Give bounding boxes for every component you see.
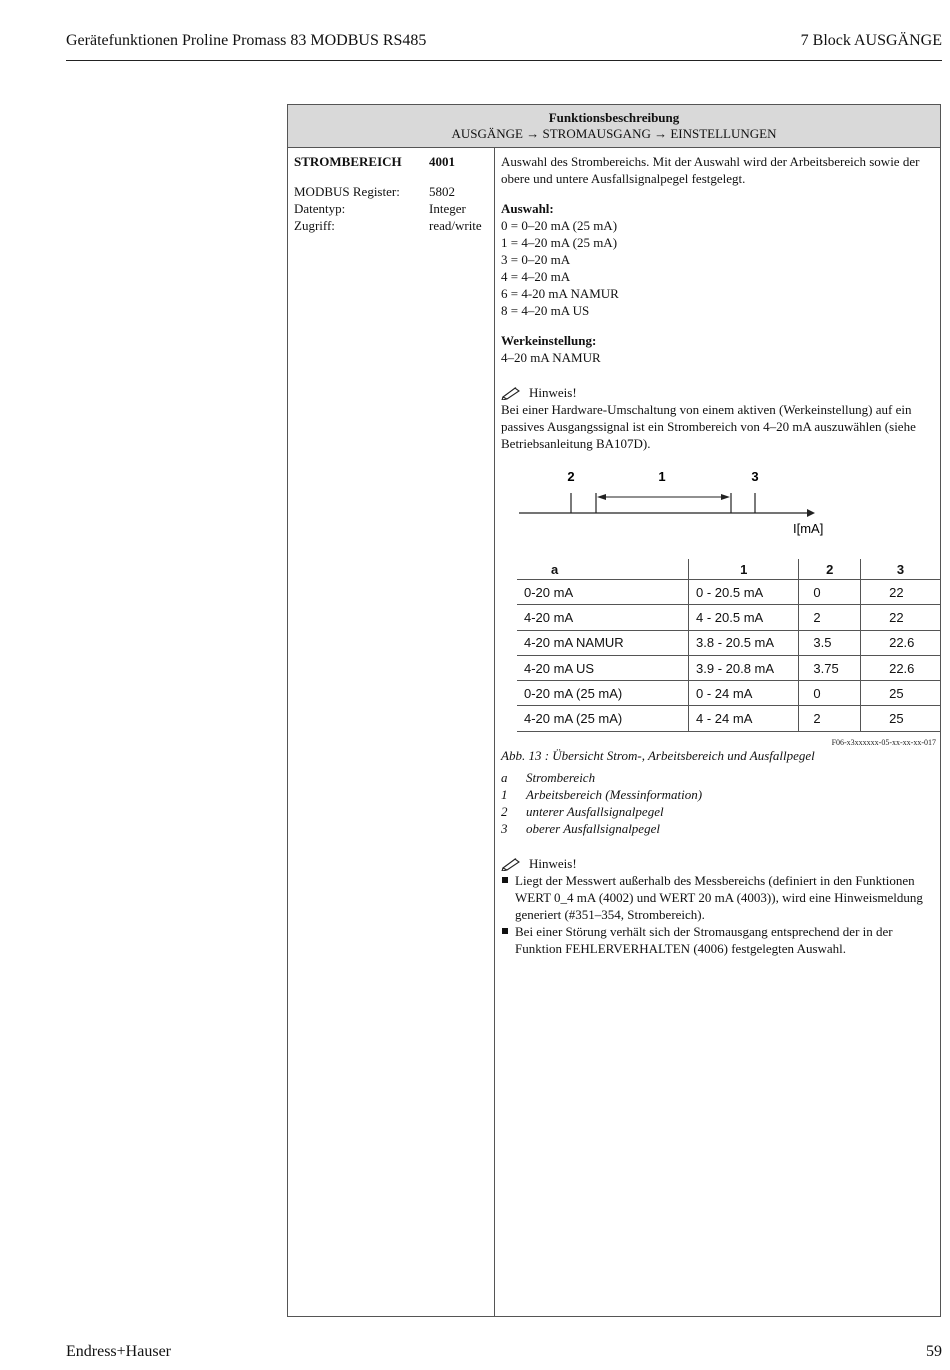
figure-legend [501, 769, 702, 837]
header-rule [66, 60, 942, 61]
arrowhead-left [597, 494, 606, 500]
mark-1-label: 1 [658, 469, 666, 484]
footer-brand: Endress+Hauser [66, 1343, 171, 1360]
current-range-diagram [517, 463, 847, 543]
table-cell: 0 - 24 mA [689, 681, 799, 706]
table-cell: 2 [799, 706, 861, 731]
page-number: 59 [926, 1343, 942, 1360]
table-cell: 3.9 - 20.8 mA [689, 655, 799, 680]
table-cell: 4 - 24 mA [689, 706, 799, 731]
prop-label: Datentyp: [294, 201, 346, 216]
arrowhead-right [721, 494, 730, 500]
table-cell: 22 [861, 580, 940, 605]
note-text: Bei einer Hardware-Umschaltung von einem aktiven (Werkeinstellung) auf ein passives Ausgangssignal ist ein Strombereich von 4–20 mA auszuwählen (siehe Betriebsanleitung BA107D). [501, 402, 916, 451]
legend-text: oberer Ausfallsignalpegel [526, 821, 660, 836]
mark-2-label: 2 [567, 469, 575, 484]
table-cell: 22.6 [861, 630, 940, 655]
function-code: 4001 [429, 154, 455, 169]
selection-label: Auswahl: [501, 201, 554, 216]
axis-arrowhead [807, 509, 815, 517]
table-cell: 3.5 [799, 630, 861, 655]
figure-caption: Abb. 13 : Übersicht Strom-, Arbeitsbereich und Ausfallpegel [501, 748, 815, 763]
prop-value: read/write [429, 218, 482, 233]
table-header: 1 [689, 559, 799, 580]
table-cell: 0-20 mA [517, 580, 689, 605]
prop-value: 5802 [429, 184, 455, 199]
table-cell: 4-20 mA (25 mA) [517, 706, 689, 731]
pencil-icon [501, 857, 521, 871]
note-list-item: Bei einer Störung verhält sich der Stromausgang entsprechend der in der Funktion FEHLERVERHALTEN (4006) festgelegten Auswahl. [501, 923, 937, 957]
legend-key: a [501, 770, 508, 785]
table-cell: 4-20 mA US [517, 655, 689, 680]
mark-3-label: 3 [751, 469, 759, 484]
table-cell: 2 [799, 605, 861, 630]
table-row [517, 655, 940, 680]
table-cell: 4 - 20.5 mA [689, 605, 799, 630]
note-label: Hinweis! [529, 856, 577, 871]
prop-label: MODBUS Register: [294, 184, 400, 199]
table-cell: 22.6 [861, 655, 940, 680]
table-row [517, 580, 940, 605]
table-cell: 3.75 [799, 655, 861, 680]
table-cell: 3.8 - 20.5 mA [689, 630, 799, 655]
table-cell: 0 - 20.5 mA [689, 580, 799, 605]
table-header: 2 [799, 559, 861, 580]
factory-setting-value: 4–20 mA NAMUR [501, 350, 601, 365]
legend-item [501, 803, 702, 820]
note-list-item: Liegt der Messwert außerhalb des Messbereichs (definiert in den Funktionen WERT 0_4 mA (4002) und WERT 20 mA (4003)), wird eine Hinweismeldung generiert (#351–354, Strombereich). [501, 872, 937, 923]
description-column [501, 153, 937, 452]
table-cell: 0-20 mA (25 mA) [517, 681, 689, 706]
figure-code: F06-x3xxxxxx-05-xx-xx-xx-017 [831, 738, 936, 747]
table-cell: 4-20 mA NAMUR [517, 630, 689, 655]
table-row [517, 630, 940, 655]
function-name: STROMBEREICH [294, 154, 402, 169]
table-cell: 4-20 mA [517, 605, 689, 630]
note-heading [501, 384, 937, 401]
factory-setting-label: Werkeinstellung: [501, 333, 597, 348]
option-item: 4 = 4–20 mA [501, 269, 571, 284]
option-item: 6 = 4-20 mA NAMUR [501, 286, 619, 301]
intro-text: Auswahl des Strombereichs. Mit der Auswahl wird der Arbeitsbereich sowie der obere und untere Ausfallsignalpegel festgelegt. [501, 154, 920, 186]
prop-value: Integer [429, 201, 466, 216]
table-cell: 25 [861, 681, 940, 706]
legend-text: Strombereich [526, 770, 596, 785]
option-item: 3 = 0–20 mA [501, 252, 571, 267]
note-block [501, 855, 937, 957]
table-row [517, 706, 940, 731]
axis-label: I[mA] [793, 521, 824, 536]
legend-key: 3 [501, 821, 508, 836]
pencil-icon [501, 386, 521, 400]
legend-item [501, 769, 702, 786]
legend-key: 2 [501, 804, 508, 819]
table-row [517, 605, 940, 630]
box-title: Funktionsbeschreibung [548, 110, 680, 125]
option-item: 8 = 4–20 mA US [501, 303, 590, 318]
table-cell: 25 [861, 706, 940, 731]
option-item: 1 = 4–20 mA (25 mA) [501, 235, 618, 250]
note-label: Hinweis! [529, 385, 577, 400]
table-cell: 0 [799, 681, 861, 706]
legend-item [501, 786, 702, 803]
table-header-row [517, 559, 940, 580]
table-row [517, 681, 940, 706]
function-description-box [287, 104, 941, 1317]
table-cell: 22 [861, 605, 940, 630]
current-range-table [517, 559, 940, 732]
running-header-title: Gerätefunktionen Proline Promass 83 MODBUS RS485 [66, 32, 427, 49]
running-header-section: 7 Block AUSGÄNGE [800, 32, 942, 49]
note-heading [501, 855, 937, 872]
legend-text: Arbeitsbereich (Messinformation) [526, 787, 703, 802]
legend-item [501, 820, 702, 837]
option-item: 0 = 0–20 mA (25 mA) [501, 218, 618, 233]
table-header: a [517, 559, 689, 580]
legend-key: 1 [501, 787, 508, 802]
legend-text: unterer Ausfallsignalpegel [526, 804, 664, 819]
note-list [501, 872, 937, 957]
table-header: 3 [861, 559, 940, 580]
column-separator [494, 148, 495, 1316]
box-header [288, 105, 940, 148]
prop-label: Zugriff: [294, 218, 335, 233]
table-cell: 0 [799, 580, 861, 605]
box-path: AUSGÄNGE → STROMAUSGANG → EINSTELLUNGEN [451, 126, 777, 141]
